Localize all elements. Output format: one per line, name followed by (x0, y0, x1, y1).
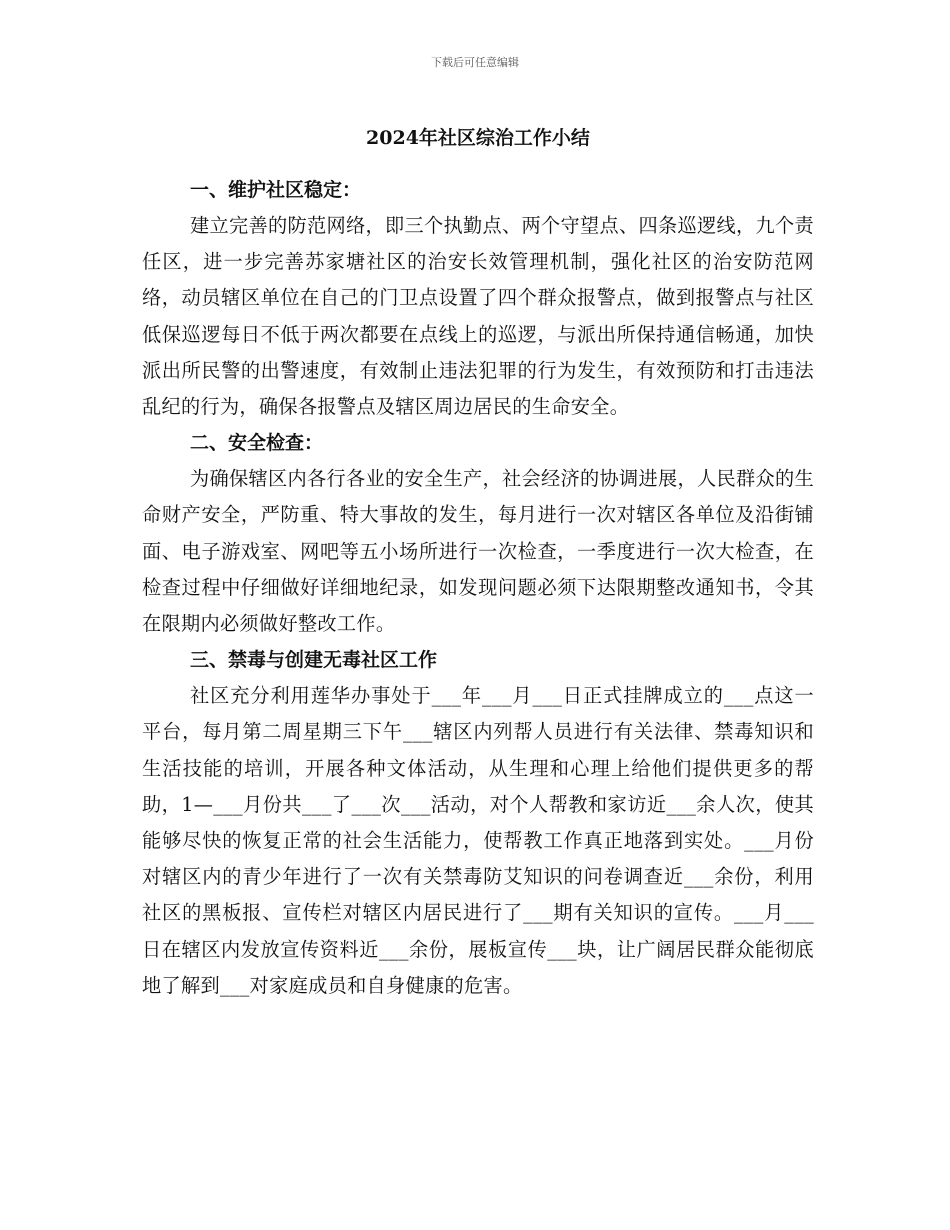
section-stability (142, 172, 814, 425)
section-paragraph: 社区充分利用莲华办事处于___年___月___日正式挂牌成立的___点这一平台，每月第二周星期三下午___辖区内列帮人员进行有关法律、禁毒知识和生活技能的培训，开展各种文体活动，从生理和心理上给他们提供更多的帮助，1—___月份共___了___次___活动，对个人帮教和家访近___余人次，使其能够尽快的恢复正常的社会生活能力，使帮教工作真正地落到实处。___月份对辖区内的青少年进行了一次有关禁毒防艾知识的问卷调查近___余份，利用社区的黑板报、宣传栏对辖区内居民进行了___期有关知识的宣传。___月___日在辖区内发放宣传资料近___余份，展板宣传___块，让广阔居民群众能彻底地了解到___对家庭成员和自身健康的危害。 (142, 684, 814, 997)
section-heading: 二、安全检查： (190, 432, 324, 455)
section-heading: 三、禁毒与创建无毒社区工作 (190, 649, 438, 672)
section-paragraph: 为确保辖区内各行各业的安全生产，社会经济的协调进展，人民群众的生命财产安全，严防重、特大事故的发生，每月进行一次对辖区各单位及沿街铺面、电子游戏室、网吧等五小场所进行一次检查，一季度进行一次大检查，在检查过程中仔细做好详细地纪录，如发现问题必须下达限期整改通知书，令其在限期内必须做好整改工作。 (142, 467, 814, 636)
document-body (142, 120, 814, 1004)
section-paragraph: 建立完善的防范网络，即三个执勤点、两个守望点、四条巡逻线，九个责任区，进一步完善苏家塘社区的治安长效管理机制，强化社区的治安防范网络，动员辖区单位在自己的门卫点设置了四个群众报警点，做到报警点与社区低保巡逻每日不低于两次都要在点线上的巡逻，与派出所保持通信畅通，加快派出所民警的出警速度，有效制止违法犯罪的行为发生，有效预防和打击违法乱纪的行为，确保各报警点及辖区周边居民的生命安全。 (142, 214, 814, 419)
document-title: 2024年社区综治工作小结 (366, 127, 590, 149)
section-safety-inspection (142, 425, 814, 642)
page-header-note: 下载后可任意编辑 (431, 56, 519, 69)
section-heading: 一、维护社区稳定： (190, 179, 362, 201)
section-anti-drug (142, 642, 814, 1004)
